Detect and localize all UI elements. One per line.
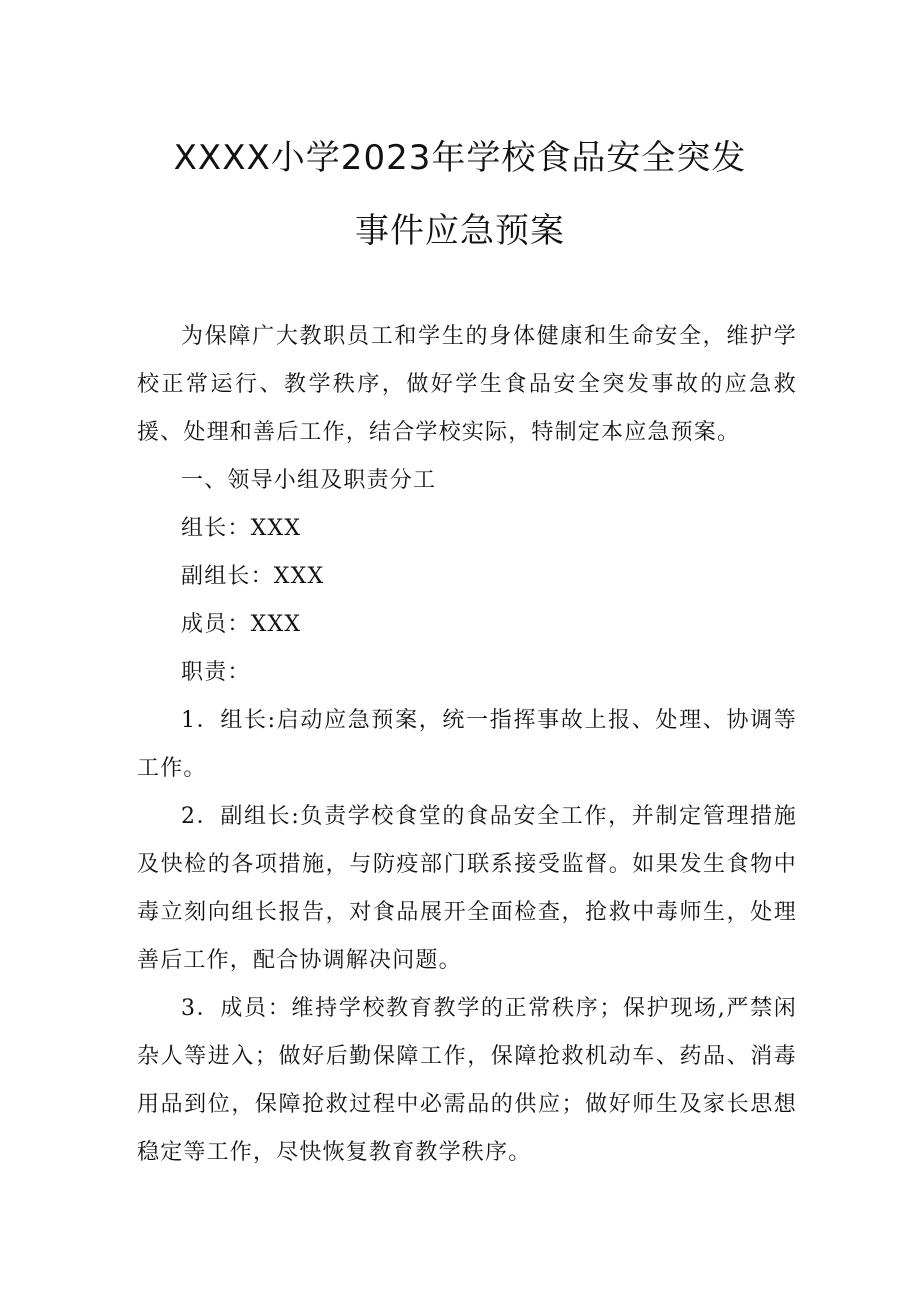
- document-title-line-1: XXXX小学2023年学校食品安全突发: [173, 138, 747, 178]
- intro-paragraph: 为保障广大教职员工和学生的身体健康和生命安全，维护学校正常运行、教学秩序，做好学生食品安全突发事故的应急救援、处理和善后工作，结合学校实际，特制定本应急预案。: [137, 324, 797, 445]
- members-line: 成员：XXX: [181, 612, 302, 637]
- leader-line: 组长：XXX: [181, 516, 302, 541]
- duty-3-paragraph: 3．成员：维持学校教育教学的正常秩序；保护现场,严禁闲杂人等进入；做好后勤保障工作，保障抢救机动车、药品、消毒用品到位，保障抢救过程中必需品的供应；做好师生及家长思想稳定等工作，尽快恢复教育教学秩序。: [137, 996, 797, 1165]
- section-1-heading: 一、领导小组及职责分工: [181, 468, 437, 493]
- duty-1-paragraph: 1．组长:启动应急预案，统一指挥事故上报、处理、协调等工作。: [137, 708, 797, 781]
- duties-label: 职责：: [181, 660, 251, 685]
- duty-2-paragraph: 2．副组长:负责学校食堂的食品安全工作，并制定管理措施及快检的各项措施，与防疫部门联系接受监督。如果发生食物中毒立刻向组长报告，对食品展开全面检查，抢救中毒师生，处理善后工作，配合协调解决问题。: [137, 804, 797, 973]
- document-body: [137, 313, 797, 1177]
- deputy-leader-line: 副组长：XXX: [181, 564, 325, 589]
- document-title-line-2: 事件应急预案: [355, 211, 565, 251]
